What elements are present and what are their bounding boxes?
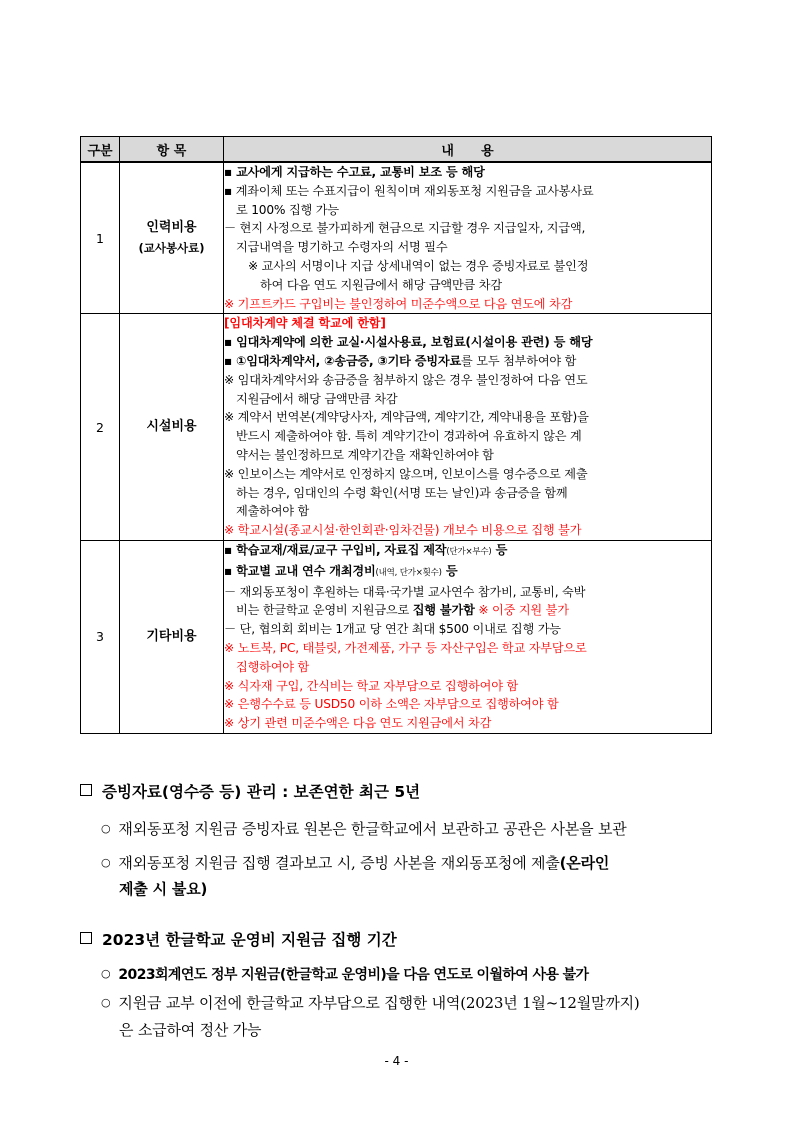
bullet-item	[101, 818, 627, 839]
row-category	[120, 162, 224, 314]
checkbox-square-icon	[80, 932, 92, 944]
circle-bullet-icon: ○	[101, 967, 111, 980]
content-line: ※ 식자재 구입, 간식비는 학교 자부담으로 집행하여야 함	[224, 678, 519, 693]
content-part: 등	[491, 542, 508, 557]
bullet-bold-text: 제출 시 불요)	[119, 880, 208, 898]
row-category	[120, 540, 224, 733]
table-row-facility	[81, 314, 712, 541]
content-part: 등	[441, 563, 458, 578]
circle-bullet-icon: ○	[101, 856, 111, 869]
bullet-text: 재외동포청 지원금 집행 결과보고 시, 증빙 사본을 재외동포청에 제출	[118, 854, 560, 872]
content-part: 비는 한글학교 운영비 지원금으로	[236, 603, 413, 618]
expense-table	[80, 136, 712, 734]
row-content	[224, 540, 712, 733]
content-bold-part: ▪ ①임대차계약서, ②송금증, ③기타 증빙자료	[224, 353, 462, 368]
content-line: 반드시 제출하여야 함. 특히 계약기간이 경과하여 유효하지 않은 계	[236, 429, 582, 444]
content-line: ※ 계약서 번역본(계약당사자, 계약금액, 계약기간, 계약내용을 포함)을	[224, 410, 589, 425]
bullet-text: 재외동포청 지원금 증빙자료 원본은 한글학교에서 보관하고 공관은 사본을 보관	[118, 820, 627, 838]
content-line: ※ 교사의 서명이나 지급 상세내역이 없는 경우 증빙자료로 불인정	[248, 258, 589, 273]
content-line: ※ 학교시설(종교시설·한인회관·임차건물) 개보수 비용으로 집행 불가	[224, 523, 582, 538]
bullet-text: 은 소급하여 정산 가능	[119, 1021, 262, 1039]
content-line: 약서는 불인정하므로 계약기간을 재확인하여야 함	[236, 447, 494, 462]
header-item: 항 목	[120, 137, 224, 163]
content-line: [임대차계약 체결 학교에 한함]	[224, 316, 386, 331]
bullet-text: 2023회계연도 정부 지원금(한글학교 운영비)을 다음 연도로 이월하여 사용 불가	[118, 967, 589, 983]
content-line: 하는 경우, 임대인의 수령 확인(서명 또는 날인)과 송금증을 함께	[236, 485, 568, 500]
content-line	[224, 562, 711, 583]
content-line: ※ 임대차계약서와 송금증을 첨부하지 않은 경우 불인정하여 다음 연도	[224, 372, 588, 387]
content-line: ▪ 계좌이체 또는 수표지급이 원칙이며 재외동포청 지원금을 교사봉사료	[224, 183, 594, 198]
content-line: 집행하여야 함	[236, 659, 310, 674]
header-category-no: 구분	[81, 137, 120, 163]
content-line: 로 100% 집행 가능	[236, 202, 339, 217]
header-content: 내 용	[224, 137, 712, 163]
row-number: 2	[81, 314, 120, 541]
content-part: ▪ 학교별 교내 연수 개최경비	[224, 563, 376, 578]
table-row-other	[81, 540, 712, 733]
content-small-part: (내역, 단가×횟수)	[375, 567, 442, 578]
content-line: ※ 은행수수료 등 USD50 이하 소액은 자부담으로 집행하여야 함	[224, 697, 559, 712]
category-label: 기타비용	[146, 628, 197, 644]
content-line: － 재외동포청이 후원하는 대륙·국가별 교사연수 참가비, 교통비, 숙박	[224, 584, 586, 599]
content-part: ▪ 학습교재/재료/교구 구입비, 자료집 제작	[224, 542, 447, 557]
content-line	[224, 541, 711, 562]
table-header-row	[81, 137, 712, 163]
section-title: 2023년 한글학교 운영비 지원금 집행 기간	[102, 931, 397, 949]
section-heading-period	[80, 928, 397, 950]
content-line: － 현지 사정으로 불가피하게 현금으로 지급할 경우 지급일자, 지급액,	[224, 221, 586, 236]
section-title: 증빙자료(영수증 등) 관리 : 보존연한 최근 5년	[102, 783, 421, 801]
content-part: 를 모두 첨부하여야 함	[461, 353, 577, 368]
content-line: ▪ 임대차계약에 의한 교실·시설사용료, 보험료(시설이용 관련) 등 해당	[224, 335, 593, 350]
content-red-part: ※ 이중 지원 불가	[474, 603, 569, 618]
checkbox-square-icon	[80, 784, 92, 796]
row-category	[120, 314, 224, 541]
content-line: ※ 노트북, PC, 태블릿, 가전제품, 가구 등 자산구입은 학교 자부담으로	[224, 640, 587, 655]
content-line: 제출하여야 함	[236, 504, 310, 519]
content-line: － 단, 협의회 회비는 1개교 당 연간 최대 $500 이내로 집행 가능	[224, 622, 561, 637]
bullet-continuation	[119, 1019, 261, 1040]
content-line	[224, 352, 711, 371]
content-line: ※ 인보이스는 계약서로 인정하지 않으며, 인보이스를 영수증으로 제출	[224, 466, 588, 481]
content-bold-part: 집행 불가함	[412, 603, 475, 618]
content-line: ※ 상기 관련 미준수액은 다음 연도 지원금에서 차감	[224, 716, 492, 731]
bullet-continuation	[119, 878, 207, 899]
content-line: 하여 다음 연도 지원금에서 해당 금액만큼 차감	[260, 277, 502, 292]
circle-bullet-icon: ○	[101, 822, 111, 835]
row-number: 1	[81, 162, 120, 314]
category-label: 시설비용	[146, 419, 197, 435]
content-line: ▪ 교사에게 지급하는 수고료, 교통비 보조 등 해당	[224, 165, 485, 179]
table-row-personnel	[81, 162, 712, 314]
category-label: 인력비용	[146, 220, 197, 236]
section-heading-receipts	[80, 780, 420, 802]
page-number: - 4 -	[384, 1054, 409, 1068]
content-line: 지급내역을 명기하고 수령자의 서명 필수	[236, 240, 448, 255]
row-content	[224, 314, 712, 541]
bullet-text: 지원금 교부 이전에 한글학교 자부담으로 집행한 내역(2023년 1월~12월말까지)	[118, 994, 640, 1012]
bullet-bold-text: (온라인	[559, 854, 610, 872]
row-content	[224, 162, 712, 314]
circle-bullet-icon: ○	[101, 996, 111, 1009]
bullet-item	[101, 852, 609, 873]
content-line: ※ 기프트카드 구입비는 불인정하여 미준수액으로 다음 연도에 차감	[224, 296, 573, 311]
row-number: 3	[81, 540, 120, 733]
content-small-part: (단가×부수)	[446, 546, 492, 557]
bullet-item	[101, 964, 588, 984]
content-line	[224, 601, 711, 620]
bullet-item	[101, 992, 640, 1013]
category-sub-label: (교사봉사료)	[138, 241, 205, 256]
content-line: 지원금에서 해당 금액만큼 차감	[236, 391, 398, 406]
